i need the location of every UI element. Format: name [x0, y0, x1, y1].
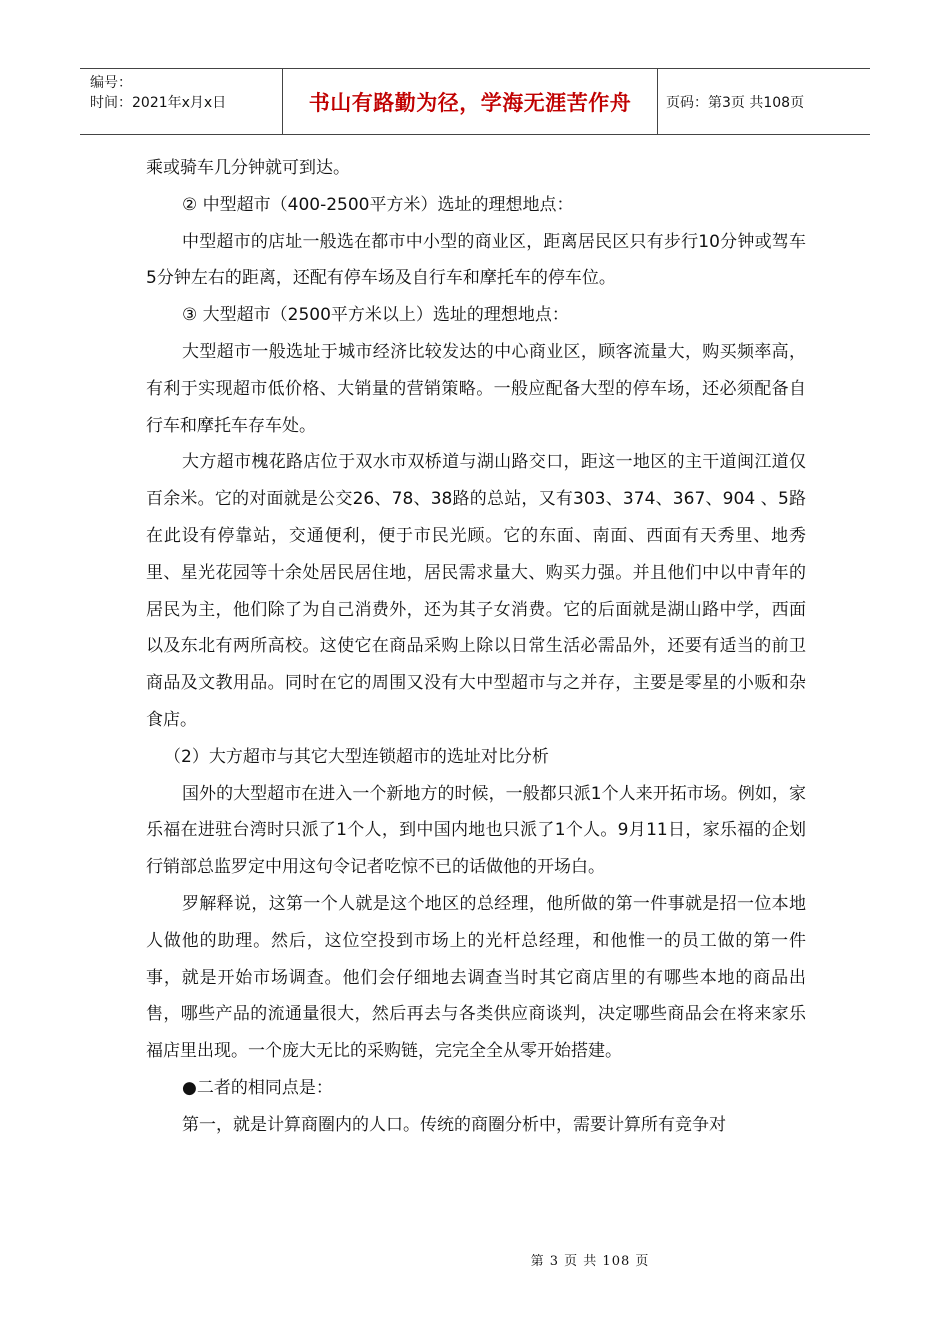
time-label: 时间：2021年x月x日 [90, 95, 227, 111]
document-body [146, 150, 806, 1144]
paragraph: （2）大方超市与其它大型连锁超市的选址对比分析 [164, 746, 549, 767]
header-page-info: 页码：第3页 共108页 [666, 94, 805, 111]
paragraph: 乘或骑车几分钟就可到达。 [146, 158, 350, 178]
page-header [80, 68, 870, 135]
paragraph: 大方超市槐花路店位于双水市双桥道与湖山路交口，距这一地区的主干道闽江道仅百余米。它的对面就是公交26、78、38路的总站，又有303、374、367、904 、5路在此设有停靠站，交通便利，便于市民光顾。它的东面、南面、西面有天秀里、地秀里、星光花园等十余处居民居住地，居民需求量大、购买力强。并且他们中以中青年的居民为主，他们除了为自己消费外，还为其子女消费。它的后面就是湖山路中学，西面以及东北有两所高校。这使它在商品采购上除以日常生活必需品外，还要有适当的前卫商品及文教用品。同时在它的周围又没有大中型超市与之并存，主要是零星的小贩和杂食店。 [146, 452, 806, 730]
number-label: 编号： [90, 75, 132, 91]
header-motto: 书山有路勤为径，学海无涯苦作舟 [283, 69, 658, 134]
page-footer: 第 3 页 共 108 页 [530, 1254, 650, 1269]
header-meta [80, 69, 283, 134]
paragraph: 国外的大型超市在进入一个新地方的时候，一般都只派1个人来开拓市场。例如，家乐福在进驻台湾时只派了1个人，到中国内地也只派了1个人。9月11日，家乐福的企划行销部总监罗定中用这句令记者吃惊不已的话做他的开场白。 [146, 783, 806, 878]
paragraph: ② 中型超市（400-2500平方米）选址的理想地点： [182, 194, 574, 215]
paragraph: 大型超市一般选址于城市经济比较发达的中心商业区，顾客流量大，购买频率高，有利于实现超市低价格、大销量的营销策略。一般应配备大型的停车场，还必须配备自行车和摩托车存车处。 [146, 341, 806, 436]
paragraph: ③ 大型超市（2500平方米以上）选址的理想地点： [182, 305, 569, 326]
paragraph: ●二者的相同点是： [182, 1077, 333, 1098]
paragraph: 中型超市的店址一般选在都市中小型的商业区，距离居民区只有步行10分钟或驾车5分钟左右的距离，还配有停车场及自行车和摩托车的停车位。 [146, 231, 806, 289]
paragraph: 罗解释说，这第一个人就是这个地区的总经理，他所做的第一件事就是招一位本地人做他的助理。然后，这位空投到市场上的光杆总经理，和他惟一的员工做的第一件事，就是开始市场调查。他们会仔细地去调查当时其它商店里的有哪些本地的商品出售，哪些产品的流通量很大，然后再去与各类供应商谈判，决定哪些商品会在将来家乐福店里出现。一个庞大无比的采购链，完完全全从零开始搭建。 [146, 893, 806, 1062]
paragraph: 第一，就是计算商圈内的人口。传统的商圈分析中，需要计算所有竞争对 [182, 1114, 726, 1135]
